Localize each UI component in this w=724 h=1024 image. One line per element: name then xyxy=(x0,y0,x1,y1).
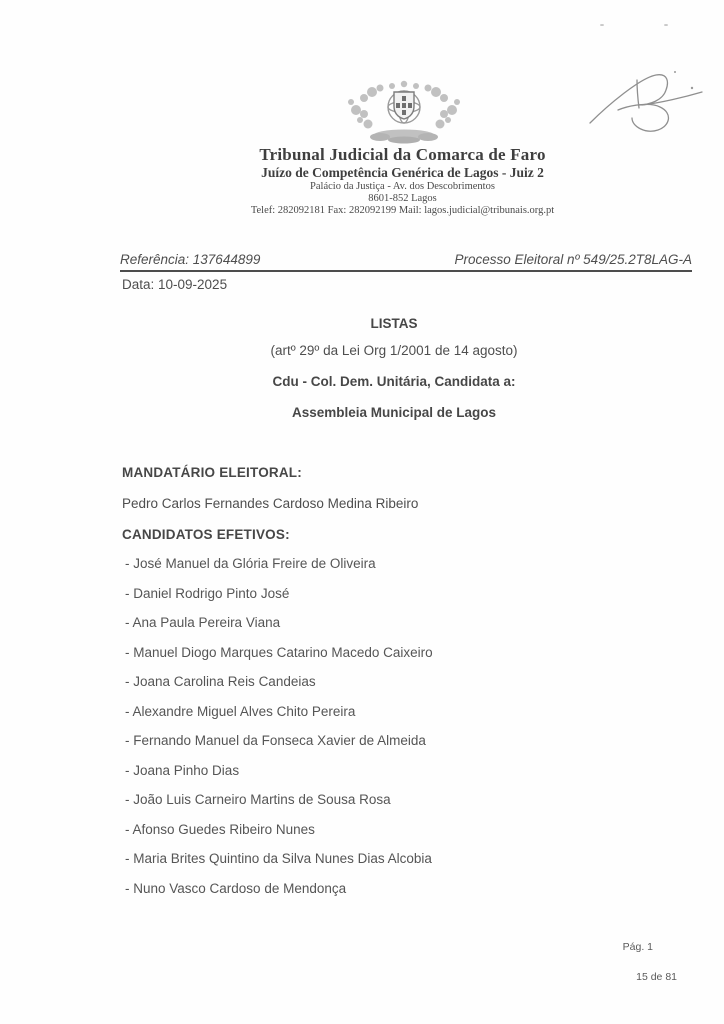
candidate-list-item: - Manuel Diogo Marques Catarino Macedo Caixeiro xyxy=(125,644,433,660)
candidate-list-item: - Alexandre Miguel Alves Chito Pereira xyxy=(125,703,356,719)
sheet-number: 15 de 81 xyxy=(636,971,677,983)
mandatary-heading: MANDATÁRIO ELEITORAL: xyxy=(122,465,302,480)
candidate-list-item: - José Manuel da Glória Freire de Oliveira xyxy=(125,556,376,571)
reference-number: Referência: 137644899 xyxy=(120,252,261,267)
scan-speck xyxy=(664,24,668,26)
document-date: Data: 10-09-2025 xyxy=(122,277,228,292)
candidate-list-item: - Ana Paula Pereira Viana xyxy=(125,615,281,630)
court-name: Tribunal Judicial da Comarca de Faro xyxy=(259,145,546,164)
party-line: Cdu - Col. Dem. Unitária, Candidata a: xyxy=(272,374,516,389)
candidate-list-item: - Daniel Rodrigo Pinto José xyxy=(125,585,290,601)
candidate-list-item: - Maria Brites Quintino da Silva Nunes Dias Alcobia xyxy=(125,851,432,866)
process-number: Processo Eleitoral nº 549/25.2T8LAG-A xyxy=(454,252,692,267)
scan-speck xyxy=(600,24,604,26)
court-contacts: Telef: 282092181 Fax: 282092199 Mail: lagos.judicial@tribunais.org.pt xyxy=(250,205,555,216)
court-address-line1: Palácio da Justiça - Av. dos Descobrimentos xyxy=(310,181,495,192)
candidate-list-item: - Joana Pinho Dias xyxy=(125,762,240,778)
candidates-list xyxy=(125,557,685,896)
portugal-coat-of-arms-icon xyxy=(342,80,466,146)
document-title: LISTAS xyxy=(370,316,418,331)
page-number: Pág. 1 xyxy=(622,941,653,953)
handwritten-initials-icon xyxy=(580,55,710,145)
elected-body: Assembleia Municipal de Lagos xyxy=(291,405,497,420)
court-address-line2: 8601-852 Lagos xyxy=(368,192,437,204)
legal-basis: (artº 29º da Lei Org 1/2001 de 14 agosto) xyxy=(270,343,518,358)
candidates-heading: CANDIDATOS EFETIVOS: xyxy=(122,527,290,542)
candidate-list-item: - Fernando Manuel da Fonseca Xavier de Almeida xyxy=(125,733,426,748)
mandatary-name: Pedro Carlos Fernandes Cardoso Medina Ribeiro xyxy=(122,496,419,511)
candidate-list-item: - João Luis Carneiro Martins de Sousa Rosa xyxy=(125,792,391,807)
court-division: Juízo de Competência Genérica de Lagos - Juiz 2 xyxy=(261,165,544,180)
reference-row xyxy=(120,252,692,272)
candidate-list-item: - Afonso Guedes Ribeiro Nunes xyxy=(125,821,315,837)
letterhead xyxy=(80,145,724,217)
candidate-list-item: - Joana Carolina Reis Candeias xyxy=(125,674,316,689)
candidate-list-item: - Nuno Vasco Cardoso de Mendonça xyxy=(125,880,347,896)
